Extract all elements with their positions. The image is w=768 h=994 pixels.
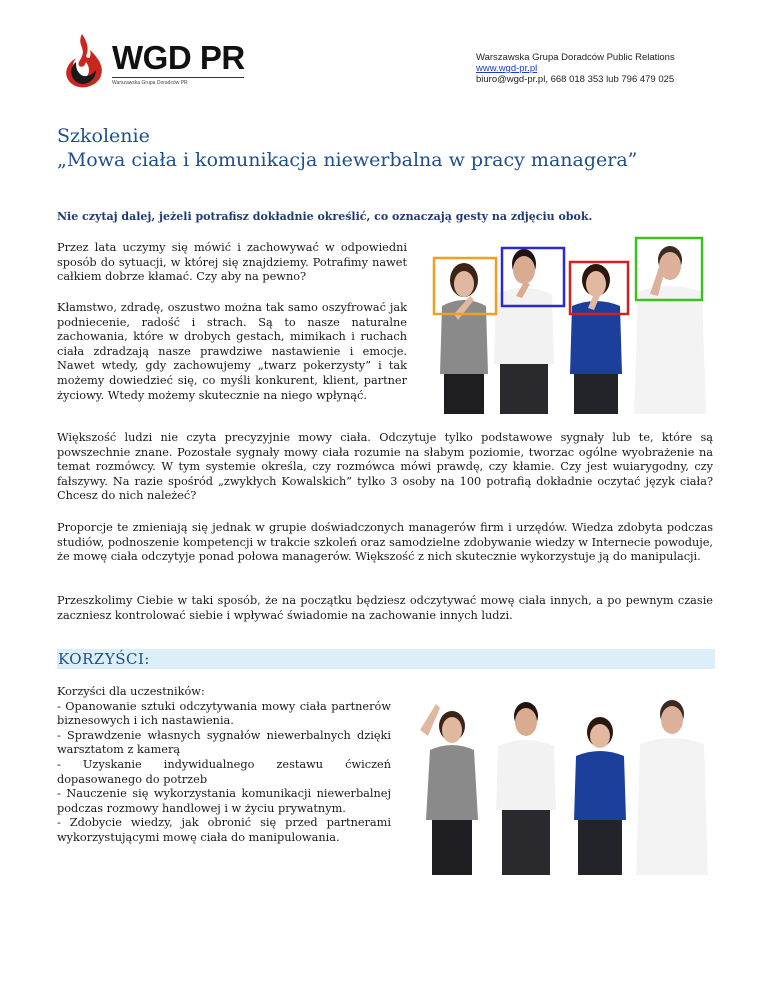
person-woman-blue: [570, 264, 622, 414]
benefit-item: - Sprawdzenie własnych sygnałów niewerbalnych dzięki warsztatom z kamerą: [57, 728, 391, 757]
body-paragraph-3: Przeszkolimy Ciebie w taki sposób, że na początku będziesz odczytywać mowę ciała innych, a po pewnym czasie zaczniesz kontrolować siebie i wpływać świadomie na zachowanie innych ludzi.: [57, 594, 713, 622]
benefits-list: [57, 685, 391, 846]
contact-email-phone: biuro@wgd-pr.pl, 668 018 353 lub 796 479 025: [476, 74, 675, 85]
contact-org: Warszawska Grupa Doradców Public Relations: [476, 52, 675, 63]
title-line-1: Szkolenie: [57, 125, 150, 147]
people-gestures-photo: [424, 234, 716, 414]
intro-paragraph: Przez lata uczymy się mówić i zachowywać w odpowiedni sposób do sytuacji, w której się znajdziemy. Potrafimy nawet całkiem dobrze kłamać. Czy aby na pewno?: [57, 241, 407, 284]
person-man-tall-white-bottom: [636, 700, 708, 875]
company-logo: [58, 32, 248, 94]
people-group-photo: [400, 690, 718, 875]
logo-tagline: Warszawska Grupa Doradców PR: [112, 80, 188, 86]
website-link[interactable]: www.wgd-pr.pl: [476, 63, 538, 74]
body-paragraph-1: Większość ludzi nie czyta precyzyjnie mowy ciała. Odczytuje tylko podstawowe sygnały lub te, które są powszechnie znane. Pozostałe sygnały mowy ciała rozumie na słabym poziomie, tworzac ogólne wyobrażenie na temat rozmówcy. W tym systemie określa, czy rozmówca mówi prawdę, czy kłamie. Czy jest wuiarygodny, czy fałszywy. Na razie spośród „zwykłych Kowalskich” tylko 3 osoby na 100 potrafią dokładnie oczytać język ciała? Chcesz do nich należeć?: [57, 431, 713, 503]
title-line-2: „Mowa ciała i komunikacja niewerbalna w pracy managera”: [57, 149, 638, 171]
warning-headline: Nie czytaj dalej, jeżeli potrafisz dokładnie określić, co oznaczają gesty na zdjęciu obok.: [57, 210, 593, 223]
lying-paragraph: Kłamstwo, zdradę, oszustwo można tak samo oszyfrować jak podniecenie, radość i strach. Są to nasze naturalne zachowania, które w drobych gestach, mimikach i ruchach ciała zdradzają nasze prawdziwe nastawienie i emocje. Nawet wtedy, gdy zachowujemy „twarz pokerzysty” i tak możemy dowiedzieć się, co myśli konkurent, klient, partner życiowy. Wtedy możemy skutecznie na niego wpłynąć.: [57, 301, 407, 402]
flame-logo-icon: [58, 32, 110, 90]
section-header-bar: [57, 649, 715, 669]
document-title: [57, 124, 637, 172]
benefit-item: - Opanowanie sztuki odczytywania mowy ciała partnerów biznesowych i ich nastawienia.: [57, 699, 391, 728]
person-woman-blue-bottom: [574, 717, 626, 875]
contact-block: [476, 52, 675, 85]
benefits-intro: Korzyści dla uczestników:: [57, 685, 205, 698]
section-title: KORZYŚCI:: [58, 650, 150, 668]
person-woman-gray: [440, 263, 488, 414]
person-man-tall-white: [634, 246, 706, 414]
benefit-item: - Uzyskanie indywidualnego zestawu ćwiczeń dopasowanego do potrzeb: [57, 757, 391, 786]
benefit-item: - Nauczenie się wykorzystania komunikacji niewerbalnej podczas rozmowy handlowej i w życiu prywatnym.: [57, 787, 391, 815]
logo-wordmark: WGD PR: [112, 39, 245, 76]
body-paragraph-2: Proporcje te zmieniają się jednak w grupie doświadczonych managerów firm i urzędów. Wiedza zdobyta podczas studiów, podnoszenie kompetencji w trakcie szkoleń oraz samodzielne zdobywanie wiedzy w Internecie powoduje, że mowę ciała odczytyje ponad połowa managerów. Większość z nich skutecznie wykorzystuje ją do manipulacji.: [57, 521, 713, 564]
benefit-item: - Zdobycie wiedzy, jak obronić się przed partnerami wykorzystującymi mowę ciała do manipulowania.: [57, 816, 391, 844]
logo-divider: [112, 77, 244, 78]
person-woman-gray-bottom: [420, 704, 478, 875]
person-man-white-bottom: [496, 702, 556, 875]
